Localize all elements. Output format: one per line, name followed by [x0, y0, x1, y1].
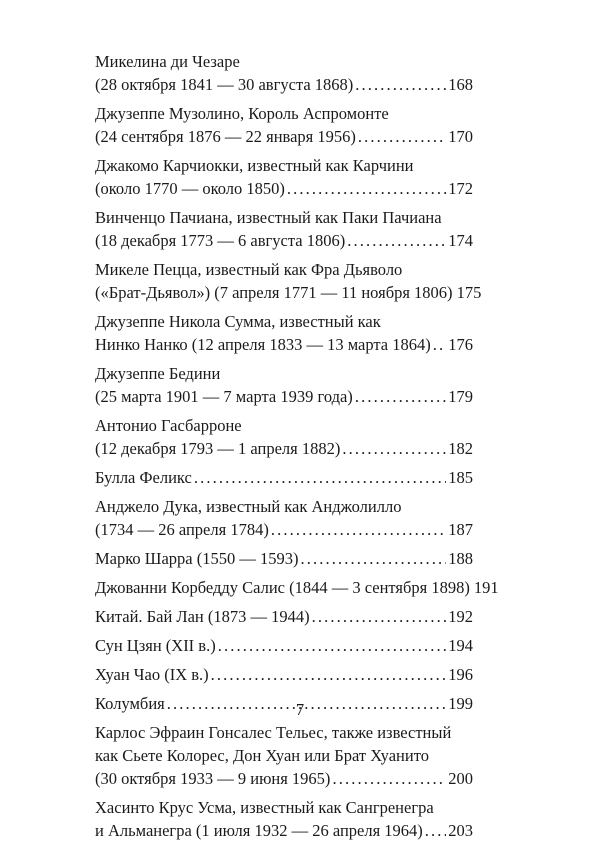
- dot-leader: [194, 466, 446, 489]
- toc-entry-page: 188: [448, 549, 473, 568]
- dot-leader: [358, 125, 446, 148]
- dot-leader: [332, 767, 446, 790]
- toc-entry-page: 185: [448, 468, 473, 487]
- toc-entry-title-line: как Сьете Колорес, Дон Хуан или Брат Хуанито: [95, 746, 429, 765]
- toc-entry: [95, 663, 473, 686]
- toc-entry-page: 196: [448, 665, 473, 684]
- toc-entry: [95, 362, 473, 408]
- toc-entry-title-line: Винченцо Пачиана, известный как Паки Пачиана: [95, 208, 442, 227]
- toc-entry-last-line: [95, 333, 473, 356]
- toc-entry-text: (24 сентября 1876 — 22 января 1956): [95, 127, 356, 146]
- toc-entry-page: 203: [448, 821, 473, 840]
- toc-entry-text: и Альманегра (1 июля 1932 — 26 апреля 1964): [95, 821, 423, 840]
- toc-entry-last-line: [95, 125, 473, 148]
- toc-entry-last-line: [95, 177, 473, 200]
- toc-entry-last-line: [95, 466, 473, 489]
- toc-entry: [95, 414, 473, 460]
- toc-entry-page: 191: [473, 578, 499, 597]
- toc-entry: [95, 206, 473, 252]
- toc-entry: [95, 547, 473, 570]
- toc-entry-text: (18 декабря 1773 — 6 августа 1806): [95, 231, 346, 250]
- toc-entry-last-line: [95, 634, 473, 657]
- toc-entry-title-line: Антонио Гасбарроне: [95, 416, 242, 435]
- toc-entry-title-line: Джузеппе Бедини: [95, 364, 221, 383]
- toc-entry-title-line: Джузеппе Музолино, Король Аспромонте: [95, 104, 389, 123]
- toc-entry: [95, 154, 473, 200]
- toc-entry: [95, 495, 473, 541]
- toc-entry: [95, 466, 473, 489]
- dot-leader: [312, 605, 447, 628]
- toc-entry-last-line: [95, 547, 473, 570]
- toc-entry-text: (30 октября 1933 — 9 июня 1965): [95, 769, 331, 788]
- toc-entry-page: 172: [448, 179, 473, 198]
- toc-entry-page: 194: [448, 636, 473, 655]
- toc-entry: [95, 50, 473, 96]
- toc-entry-title-line: Микелина ди Чезаре: [95, 52, 240, 71]
- toc-entry-title-line: Джакомо Карчиокки, известный как Карчини: [95, 156, 414, 175]
- toc-entry-page: 175: [456, 283, 482, 302]
- toc-entry-page: 187: [448, 520, 473, 539]
- toc-entry: [95, 634, 473, 657]
- toc-entry-title-line: Джузеппе Никола Сумма, известный как: [95, 312, 381, 331]
- toc-entry-title-line: Хасинто Крус Усма, известный как Сангренегра: [95, 798, 434, 817]
- dot-leader: [287, 177, 446, 200]
- dot-leader: [347, 229, 446, 252]
- toc-entry-last-line: [95, 73, 473, 96]
- toc-entry: [95, 258, 482, 304]
- toc-entry-text: (25 марта 1901 — 7 марта 1939 года): [95, 387, 353, 406]
- toc-entry-last-line: [95, 605, 473, 628]
- toc-entry-text: Китай. Бай Лан (1873 — 1944): [95, 607, 310, 626]
- toc-entry: [95, 605, 473, 628]
- table-of-contents: [95, 50, 499, 848]
- toc-entry-text: Сун Цзян (XII в.): [95, 636, 216, 655]
- toc-entry-page: 168: [448, 75, 473, 94]
- dot-leader: [342, 437, 446, 460]
- toc-entry-page: 182: [448, 439, 473, 458]
- toc-entry-title-line: Карлос Эфраин Гонсалес Тельес, также известный: [95, 723, 452, 742]
- toc-entry-text: (около 1770 — около 1850): [95, 179, 285, 198]
- toc-entry-text: Нинко Нанко (12 апреля 1833 — 13 марта 1864): [95, 335, 431, 354]
- toc-entry-text: Джованни Корбедду Салис (1844 — 3 сентября 1898): [95, 578, 470, 597]
- toc-entry-last-line: [95, 819, 473, 842]
- toc-entry-last-line: [95, 576, 499, 599]
- toc-entry-page: 176: [448, 335, 473, 354]
- toc-entry-text: (12 декабря 1793 — 1 апреля 1882): [95, 439, 341, 458]
- toc-entry-text: Колумбия: [95, 694, 165, 713]
- toc-entry-page: 200: [448, 769, 473, 788]
- toc-entry: [95, 721, 473, 790]
- toc-entry-text: Хуан Чао (IX в.): [95, 665, 209, 684]
- toc-entry-page: 170: [448, 127, 473, 146]
- dot-leader: [425, 819, 446, 842]
- toc-entry-last-line: [95, 385, 473, 408]
- dot-leader: [355, 73, 446, 96]
- toc-entry-title-line: Анджело Дука, известный как Анджолилло: [95, 497, 402, 516]
- toc-entry-last-line: [95, 767, 473, 790]
- toc-entry: [95, 576, 499, 599]
- dot-leader: [300, 547, 446, 570]
- toc-entry-text: (1734 — 26 апреля 1784): [95, 520, 269, 539]
- toc-entry-title-line: Микеле Пецца, известный как Фра Дьяволо: [95, 260, 403, 279]
- dot-leader: [271, 518, 446, 541]
- dot-leader: [211, 663, 447, 686]
- toc-entry-last-line: [95, 281, 482, 304]
- toc-entry-text: (28 октября 1841 — 30 августа 1868): [95, 75, 354, 94]
- toc-entry-last-line: [95, 663, 473, 686]
- toc-entry-last-line: [95, 437, 473, 460]
- toc-entry-text: Марко Шарра (1550 — 1593): [95, 549, 299, 568]
- toc-entry-page: 192: [448, 607, 473, 626]
- toc-entry-text: Булла Феликс: [95, 468, 192, 487]
- page-number: 7: [295, 700, 305, 719]
- toc-entry-page: 174: [448, 231, 473, 250]
- toc-entry-last-line: [95, 518, 473, 541]
- dot-leader: [218, 634, 447, 657]
- toc-entry: [95, 796, 473, 842]
- toc-entry-text: («Брат-Дьявол») (7 апреля 1771 — 11 ноября 1806): [95, 283, 453, 302]
- toc-entry-page: 199: [448, 694, 473, 713]
- dot-leader: [355, 385, 446, 408]
- toc-entry: [95, 310, 473, 356]
- toc-entry-page: 179: [448, 387, 473, 406]
- toc-entry: [95, 102, 473, 148]
- dot-leader: [433, 333, 447, 356]
- toc-entry-last-line: [95, 229, 473, 252]
